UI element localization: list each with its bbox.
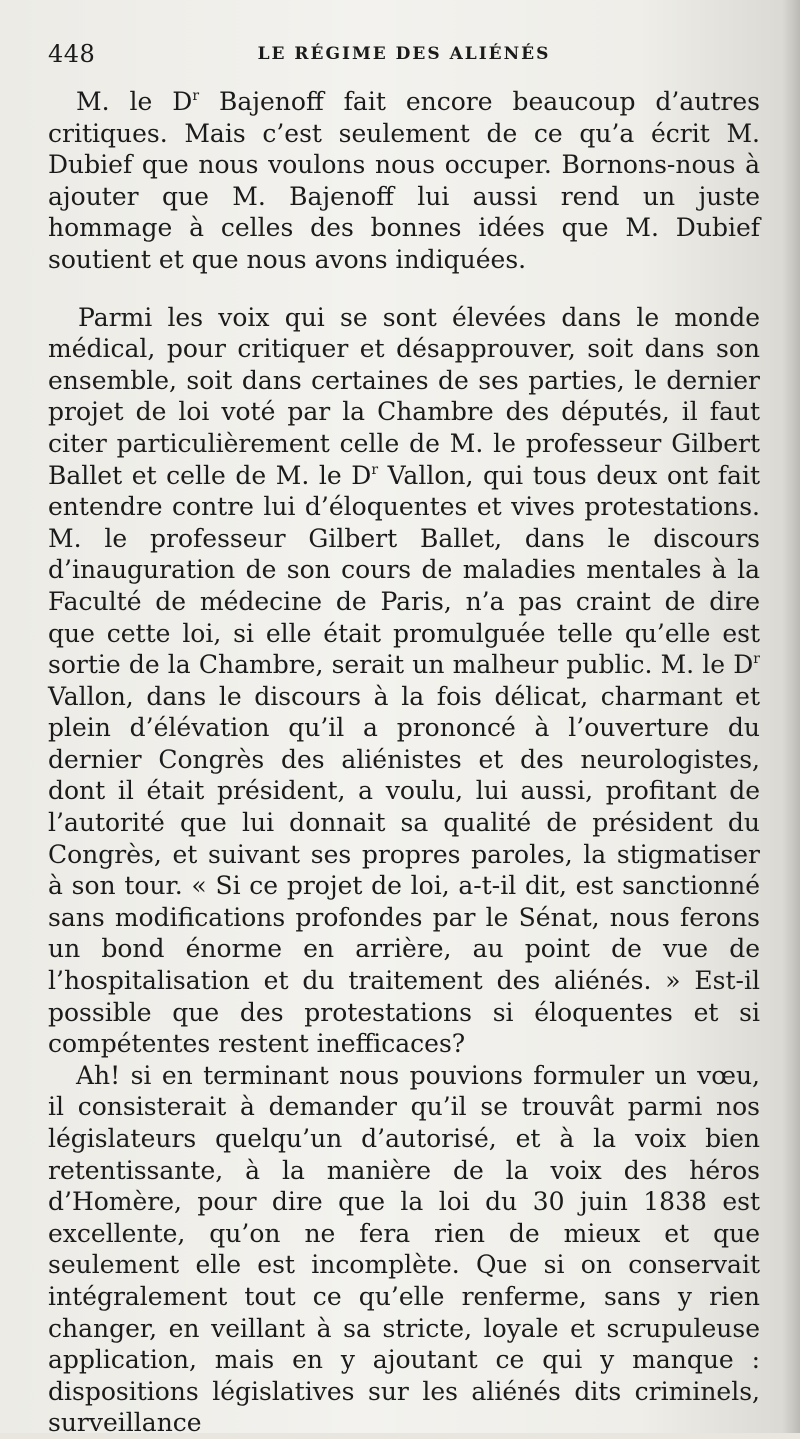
doctor-superscript: r <box>371 461 379 478</box>
doctor-superscript: r <box>192 88 200 104</box>
paragraph-protestations <box>48 302 760 1060</box>
paragraph-2-part-1: Parmi les voix qui se sont élevées dans le monde médical, pour critiquer et désapprouver, soit dans son ensemble, soit dans certaines de ses parties, le dernier projet de loi voté par la Chambre des députés, il faut citer particulièrement celle de M. le professeur Gilbert Ballet et celle de M. le D <box>48 302 760 490</box>
doctor-superscript: r <box>753 651 760 668</box>
page-edge-shadow <box>782 0 800 1433</box>
body-text <box>48 86 760 1439</box>
paragraph-1-text: Bajenoff fait encore beaucoup d’autres critiques. Mais c’est seulement de ce qu’a écrit M. Dubief que nous voulons nous occuper. Bornons-nous à ajouter que M. Bajenoff lui aussi rend un juste hommage à celles des bonnes idées que M. Dubief soutient et que nous avons indiquées. <box>48 87 760 274</box>
paragraph-1-lead: M. le D <box>76 87 193 116</box>
running-title: LE RÉGIME DES ALIÉNÉS <box>257 44 551 64</box>
paragraph-2-part-2: Vallon, qui tous deux ont fait entendre contre lui d’éloquentes et vives protestations. M. le professeur Gilbert Ballet, dans le discours d’inauguration de son cours de maladies mentales à la Faculté de médecine de Paris, n’a pas craint de dire que cette loi, si elle était promulguée telle qu’elle est sortie de la Chambre, serait un malheur public. M. le D <box>48 460 760 680</box>
paragraph-bajenoff <box>48 86 760 276</box>
paragraph-voeu: Ah! si en terminant nous pouvions formuler un vœu, il consisterait à demander qu’il se trouvât parmi nos législateurs quelqu’un d’autorisé, et à la voix bien retentissante, à la manière de la voix des héros d’Homère, pour dire que la loi du 30 juin 1838 est excellente, qu’on ne fera rien de mieux et que seulement elle est incomplète. Que si on conservait intégralement tout ce qu’elle renferme, sans y rien changer, en veillant à sa stricte, loyale et scrupuleuse application, mais en y ajoutant ce qui y manque : dispositions législatives sur les aliénés dits criminels, surveillance <box>48 1060 760 1438</box>
paragraph-2-part-3: Vallon, dans le discours à la fois délicat, charmant et plein d’élévation qu’il a prononcé à l’ouverture du dernier Congrès des aliénistes et des neurologistes, dont il était président, a voulu, lui aussi, profitant de l’autorité que lui donnait sa qualité de président du Congrès, et suivant ses propres paroles, la stigmatiser à son tour. « Si ce projet de loi, a-t-il dit, est sanctionné sans modifications profondes par le Sénat, nous ferons un bond énorme en arrière, au point de vue de l’hospitalisation et du traitement des aliénés. » Est-il possible que des protestations si éloquentes et si compétentes restent inefficaces? <box>48 681 760 1059</box>
page-header <box>48 40 760 72</box>
page-number: 448 <box>48 40 96 68</box>
